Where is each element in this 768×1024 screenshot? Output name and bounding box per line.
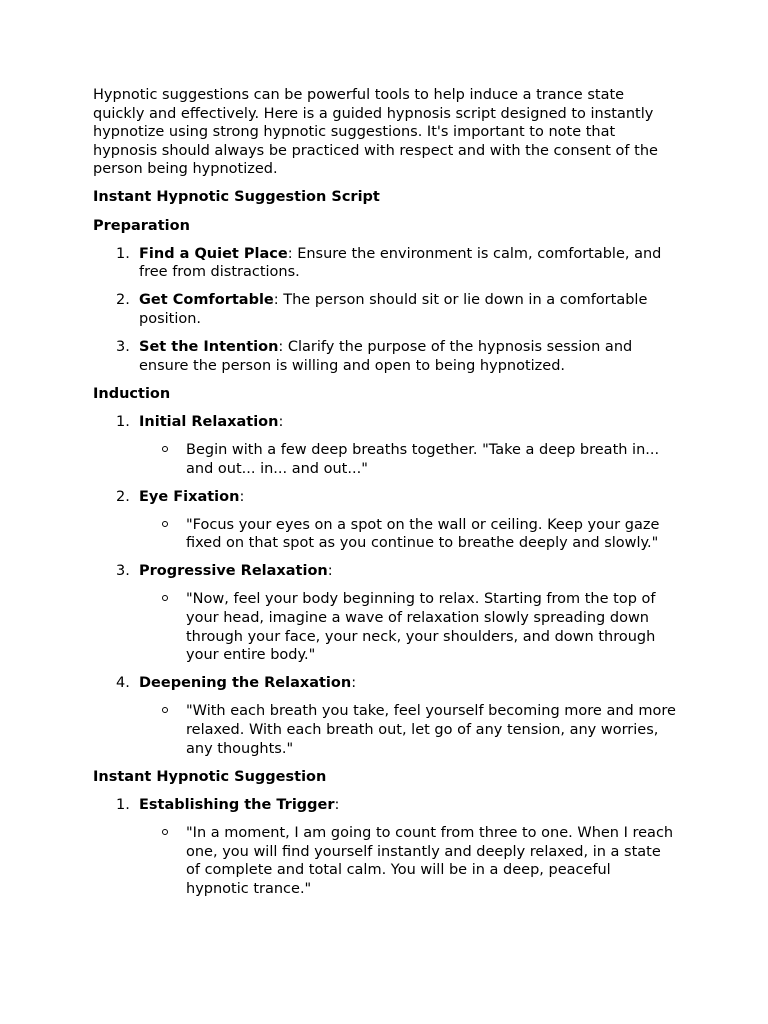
item-label: Initial Relaxation (139, 413, 279, 430)
preparation-list (93, 245, 676, 376)
suggestion-item (93, 796, 676, 898)
document-title: Instant Hypnotic Suggestion Script (93, 189, 380, 206)
preparation-item (93, 338, 676, 375)
induction-item (93, 488, 676, 553)
item-text: : The person should sit or lie down in a comfortable position. (139, 292, 648, 327)
circle-bullet-icon (162, 521, 168, 527)
list-number: 1. (116, 796, 130, 813)
sub-list-item (139, 590, 676, 664)
suggestion-list (93, 796, 676, 898)
sub-item-text: "Now, feel your body beginning to relax. Starting from the top of your head, imagine a wave of relaxation slowly spreading down through your face, your neck, your shoulders, and down through your entire body." (186, 591, 656, 664)
circle-bullet-icon (162, 829, 168, 835)
sub-item-text: "In a moment, I am going to count from three to one. When I reach one, you will find yourself instantly and deeply relaxed, in a state of complete and total calm. You will be in a deep, peaceful hypnotic trance." (186, 824, 674, 897)
induction-item (93, 562, 676, 664)
sub-list (139, 702, 676, 758)
circle-bullet-icon (162, 707, 168, 713)
preparation-item (93, 245, 676, 282)
sub-list (139, 441, 676, 478)
sub-list (139, 590, 676, 664)
sub-list (139, 516, 676, 553)
sub-list-item (139, 824, 676, 898)
preparation-heading: Preparation (93, 217, 190, 234)
suggestion-heading: Instant Hypnotic Suggestion (93, 768, 327, 785)
list-number: 1. (116, 245, 130, 262)
list-number: 4. (116, 675, 130, 692)
sub-list-item (139, 702, 676, 758)
item-text: : (239, 488, 245, 505)
sub-list-item (139, 441, 676, 478)
preparation-item (93, 291, 676, 328)
sub-list-item (139, 516, 676, 553)
item-label: Get Comfortable (139, 292, 274, 309)
list-number: 1. (116, 413, 130, 430)
item-label: Find a Quiet Place (139, 245, 288, 262)
list-number: 2. (116, 488, 130, 505)
circle-bullet-icon (162, 446, 168, 452)
item-label: Set the Intention (139, 339, 279, 356)
item-label: Progressive Relaxation (139, 563, 328, 580)
list-number: 2. (116, 292, 130, 309)
induction-item (93, 674, 676, 758)
list-number: 3. (116, 339, 130, 356)
item-text: : (351, 675, 357, 692)
circle-bullet-icon (162, 595, 168, 601)
sub-item-text: Begin with a few deep breaths together. "Take a deep breath in... and out... in... and out..." (186, 441, 660, 477)
list-number: 3. (116, 563, 130, 580)
induction-list (93, 413, 676, 758)
item-label: Deepening the Relaxation (139, 675, 352, 692)
item-text: : (334, 796, 340, 813)
item-text: : Clarify the purpose of the hypnosis session and ensure the person is willing and open to being hypnotized. (139, 339, 633, 374)
item-text: : (327, 563, 333, 580)
intro-paragraph: Hypnotic suggestions can be powerful tools to help induce a trance state quickly and effectively. Here is a guided hypnosis script designed to instantly hypnotize using strong hypnotic suggestions. It's important to note that hypnosis should always be practiced with respect and with the consent of the person being hypnotized. (93, 87, 658, 178)
item-text: : (278, 413, 284, 430)
sub-item-text: "Focus your eyes on a spot on the wall or ceiling. Keep your gaze fixed on that spot as you continue to breathe deeply and slowly." (186, 516, 660, 552)
item-label: Eye Fixation (139, 488, 240, 505)
induction-heading: Induction (93, 385, 171, 402)
item-label: Establishing the Trigger (139, 796, 335, 813)
sub-list (139, 824, 676, 898)
sub-item-text: "With each breath you take, feel yourself becoming more and more relaxed. With each breath out, let go of any tension, any worries, any thoughts." (186, 703, 676, 757)
item-text: : Ensure the environment is calm, comfortable, and free from distractions. (139, 245, 662, 281)
induction-item (93, 413, 676, 478)
